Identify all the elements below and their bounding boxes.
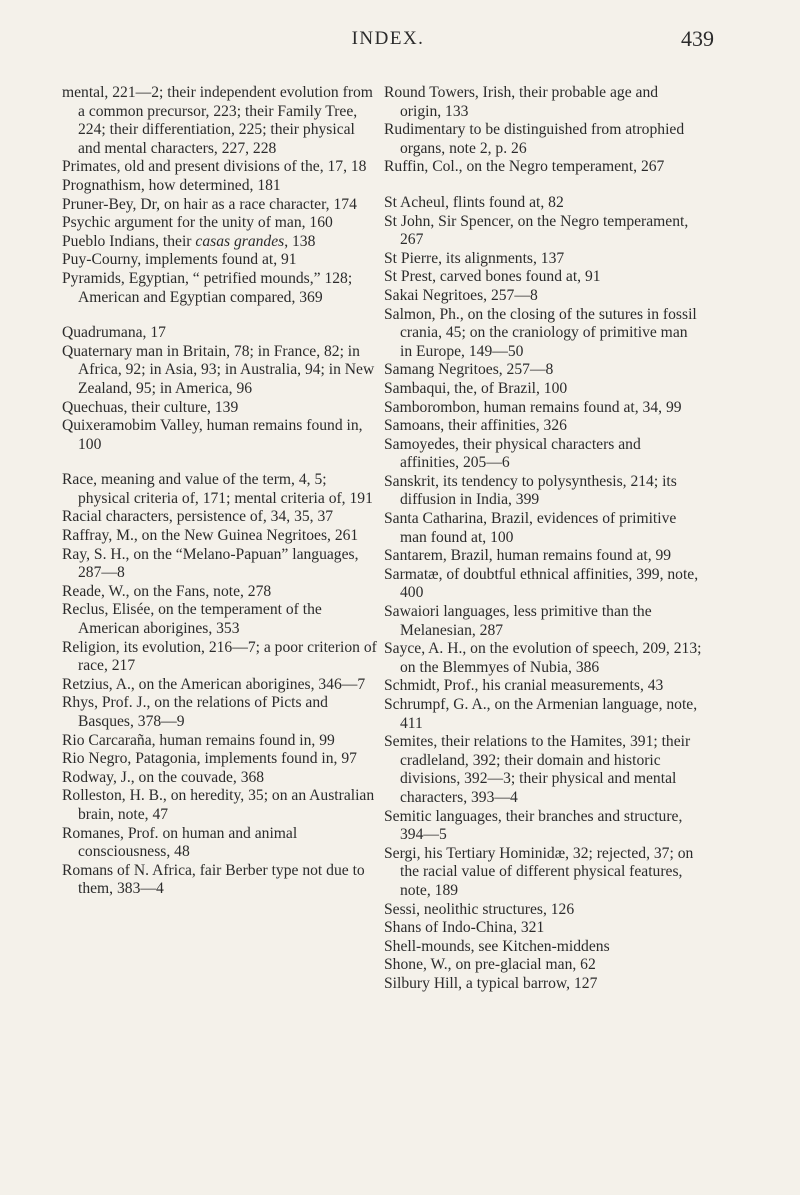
index-entry: Race, meaning and value of the term, 4, 5; physical criteria of, 171; mental criteria of, 191 bbox=[62, 471, 373, 507]
index-entry: Rolleston, H. B., on heredity, 35; on an Australian brain, note, 47 bbox=[62, 787, 375, 823]
index-entry: Samoans, their affinities, 326 bbox=[384, 417, 567, 435]
index-entry: Rio Negro, Patagonia, implements found in, 97 bbox=[62, 750, 357, 768]
index-entry: St John, Sir Spencer, on the Negro temperament, 267 bbox=[384, 212, 689, 249]
page-header bbox=[62, 22, 714, 52]
index-entry: Shone, W., on pre-glacial man, 62 bbox=[384, 956, 596, 974]
index-entry: Sarmatæ, of doubtful ethnical affinities, 399, note, 400 bbox=[384, 565, 699, 602]
index-entry: Retzius, A., on the American aborigines, 346—7 bbox=[62, 675, 366, 693]
index-entry: mental, 221—2; their independent evolution from a common precursor, 223; their Family Tree, 224; their differentiation, 225; their physical and mental characters, 227, 228 bbox=[62, 84, 373, 157]
index-entry: Rhys, Prof. J., on the relations of Picts and Basques, 378—9 bbox=[62, 694, 328, 730]
index-entry: Religion, its evolution, 216—7; a poor criterion of race, 217 bbox=[62, 638, 377, 675]
index-entry: St Pierre, its alignments, 137 bbox=[384, 249, 565, 267]
index-entry: Santa Catharina, Brazil, evidences of primitive man found at, 100 bbox=[384, 510, 677, 546]
letter-group-gap bbox=[384, 177, 702, 194]
letter-group-gap bbox=[62, 307, 380, 324]
index-entry: Romans of N. Africa, fair Berber type not due to them, 383—4 bbox=[62, 861, 365, 898]
index-entry: Ray, S. H., on the “Melano-Papuan” languages, 287—8 bbox=[62, 545, 359, 582]
index-entry: Rudimentary to be distinguished from atrophied organs, note 2, p. 26 bbox=[384, 121, 685, 157]
index-entry: Racial characters, persistence of, 34, 35, 37 bbox=[62, 508, 334, 526]
index-entry: Samoyedes, their physical characters and affinities, 205—6 bbox=[384, 435, 641, 472]
entry-italic-term: casas grandes bbox=[195, 232, 285, 250]
index-entry: Raffray, M., on the New Guinea Negritoes, 261 bbox=[62, 527, 359, 545]
index-entry: Romanes, Prof. on human and animal consciousness, 48 bbox=[62, 824, 298, 861]
index-entry: Santarem, Brazil, human remains found at, 99 bbox=[384, 547, 672, 565]
index-entry: Schmidt, Prof., his cranial measurements, 43 bbox=[384, 677, 664, 695]
index-entry: Samang Negritoes, 257—8 bbox=[384, 361, 554, 379]
index-entry: St Prest, carved bones found at, 91 bbox=[384, 268, 601, 286]
index-entry: Rio Carcaraña, human remains found in, 99 bbox=[62, 731, 335, 749]
index-entry: Psychic argument for the unity of man, 160 bbox=[62, 214, 333, 232]
index-entry: Round Towers, Irish, their probable age and origin, 133 bbox=[384, 84, 659, 120]
index-entry: Quadrumana, 17 bbox=[62, 324, 166, 342]
index-entry: Quixeramobim Valley, human remains found in, 100 bbox=[62, 417, 363, 453]
index-entry: Sakai Negritoes, 257—8 bbox=[384, 286, 538, 304]
index-entry: Shans of Indo-China, 321 bbox=[384, 919, 545, 937]
index-entry: Rodway, J., on the couvade, 368 bbox=[62, 768, 265, 786]
index-entry: Pruner-Bey, Dr, on hair as a race character, 174 bbox=[62, 195, 357, 213]
right-column bbox=[384, 84, 702, 994]
index-entry: Ruffin, Col., on the Negro temperament, 267 bbox=[384, 158, 665, 176]
index-entry: Reclus, Elisée, on the temperament of the American aborigines, 353 bbox=[62, 601, 322, 638]
index-entry: Quechuas, their culture, 139 bbox=[62, 398, 239, 416]
index-entry: Sambaqui, the, of Brazil, 100 bbox=[384, 379, 568, 397]
index-entry: Puy-Courny, implements found at, 91 bbox=[62, 251, 297, 269]
index-entry: Sanskrit, its tendency to polysynthesis, 214; its diffusion in India, 399 bbox=[384, 472, 677, 509]
entry-text: , 138 bbox=[284, 232, 316, 250]
index-entry: Sawaiori languages, less primitive than the Melanesian, 287 bbox=[384, 603, 652, 639]
index-entry: Pyramids, Egyptian, “ petrified mounds,” 128; American and Egyptian compared, 369 bbox=[62, 269, 353, 306]
index-entry: Sergi, his Tertiary Hominidæ, 32; rejected, 37; on the racial value of different physical features, note, 189 bbox=[384, 844, 694, 899]
index-entry: St Acheul, flints found at, 82 bbox=[384, 193, 564, 211]
index-entry: Samborombon, human remains found at, 34, 99 bbox=[384, 398, 682, 416]
index-entry: Prognathism, how determined, 181 bbox=[62, 176, 281, 194]
index-entry: Semites, their relations to the Hamites, 391; their cradleland, 392; their domain and historic divisions, 392—3; their physical and mental characters, 393—4 bbox=[384, 733, 691, 806]
page-number: 439 bbox=[681, 26, 714, 51]
index-entry: Primates, old and present divisions of the, 17, 18 bbox=[62, 158, 367, 176]
index-entry: Sayce, A. H., on the evolution of speech, 209, 213; on the Blemmyes of Nubia, 386 bbox=[384, 640, 702, 676]
index-entry: Sessi, neolithic structures, 126 bbox=[384, 900, 575, 918]
running-head: INDEX. bbox=[351, 28, 425, 49]
index-entry: Shell-mounds, see Kitchen-middens bbox=[384, 937, 610, 955]
index-entry-pueblo bbox=[62, 233, 380, 252]
entry-text: Pueblo Indians, their bbox=[62, 232, 196, 250]
letter-group-gap bbox=[62, 454, 380, 471]
index-entry: Quaternary man in Britain, 78; in France, 82; in Africa, 92; in Asia, 93; in Australia, 94; in New Zealand, 95; in America, 96 bbox=[62, 342, 375, 397]
index-entry: Silbury Hill, a typical barrow, 127 bbox=[384, 974, 598, 992]
index-entry: Schrumpf, G. A., on the Armenian language, note, 411 bbox=[384, 696, 698, 732]
left-column bbox=[62, 84, 380, 899]
index-entry: Salmon, Ph., on the closing of the sutures in fossil crania, 45; on the craniology of primitive man in Europe, 149—50 bbox=[384, 305, 697, 360]
index-entry: Reade, W., on the Fans, note, 278 bbox=[62, 582, 272, 600]
index-entry: Semitic languages, their branches and structure, 394—5 bbox=[384, 807, 683, 844]
